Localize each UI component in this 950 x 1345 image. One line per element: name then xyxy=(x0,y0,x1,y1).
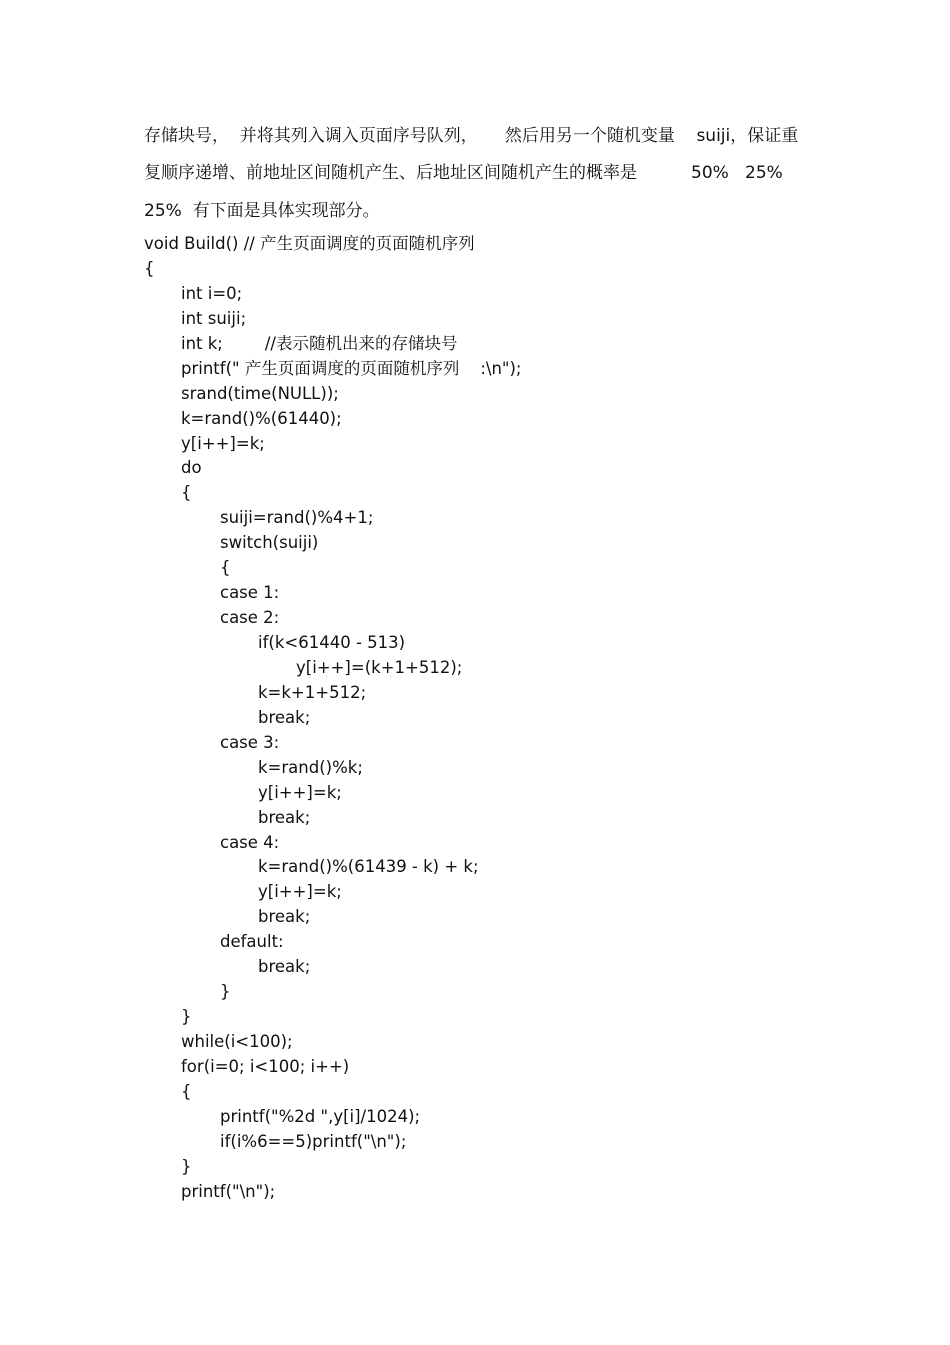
code-line: int suiji; xyxy=(181,308,247,328)
code-line: switch(suiji) xyxy=(220,533,319,553)
code-line: do xyxy=(181,458,202,478)
code-line: k=rand()%(61440); xyxy=(181,408,342,428)
code-line: void Build() // 产生页面调度的页面随机序列 xyxy=(144,234,475,253)
code-line: k=k+1+512; xyxy=(258,682,367,702)
code-line: y[i++]=k; xyxy=(258,782,342,802)
code-line: if(k<61440 - 513) xyxy=(258,633,406,652)
code-line: { xyxy=(220,558,231,578)
code-line: while(i<100); xyxy=(181,1032,293,1051)
code-line: if(i%6==5)printf("\n"); xyxy=(220,1131,407,1151)
code-line: printf(" 产生页面调度的页面随机序列 :\n"); xyxy=(181,358,522,378)
code-line: break; xyxy=(258,957,311,977)
code-line: int k; //表示随机出来的存储块号 xyxy=(181,333,458,353)
code-line: suiji=rand()%4+1; xyxy=(220,508,374,528)
code-block xyxy=(144,232,522,1205)
code-line: y[i++]=(k+1+512); xyxy=(296,657,463,677)
code-line: srand(time(NULL)); xyxy=(181,383,339,403)
code-line: } xyxy=(181,1156,192,1176)
code-line: case 4: xyxy=(220,832,280,852)
code-line: { xyxy=(181,483,192,503)
code-line: case 1: xyxy=(220,583,280,603)
code-line: } xyxy=(181,1007,192,1027)
code-line: case 3: xyxy=(220,732,280,752)
code-line: break; xyxy=(258,707,311,727)
code-line: case 2: xyxy=(220,608,280,628)
code-line: break; xyxy=(258,807,311,827)
code-line: { xyxy=(181,1081,192,1101)
paragraph-line-2: 复顺序递增、前地址区间随机产生、后地址区间随机产生的概率是 50% 25% xyxy=(144,163,783,183)
code-line: int i=0; xyxy=(181,283,243,303)
code-line: } xyxy=(220,982,231,1002)
code-line: break; xyxy=(258,907,311,927)
code-line: default: xyxy=(220,932,284,952)
code-line: printf("%2d ",y[i]/1024); xyxy=(220,1106,421,1126)
code-line: for(i=0; i<100; i++) xyxy=(181,1056,350,1076)
paragraph-line-3: 25% 有下面是具体实现部分。 xyxy=(144,201,380,221)
paragraph-line-1: 存储块号， 并将其列入调入页面序号队列， 然后用另一个随机变量 suiji，保证重 xyxy=(144,126,799,146)
code-line: y[i++]=k; xyxy=(181,433,265,453)
code-line: printf("\n"); xyxy=(181,1181,276,1201)
code-line: y[i++]=k; xyxy=(258,882,342,902)
code-line: k=rand()%(61439 - k) + k; xyxy=(258,857,479,877)
code-line: k=rand()%k; xyxy=(258,757,363,777)
code-line: { xyxy=(144,258,155,278)
